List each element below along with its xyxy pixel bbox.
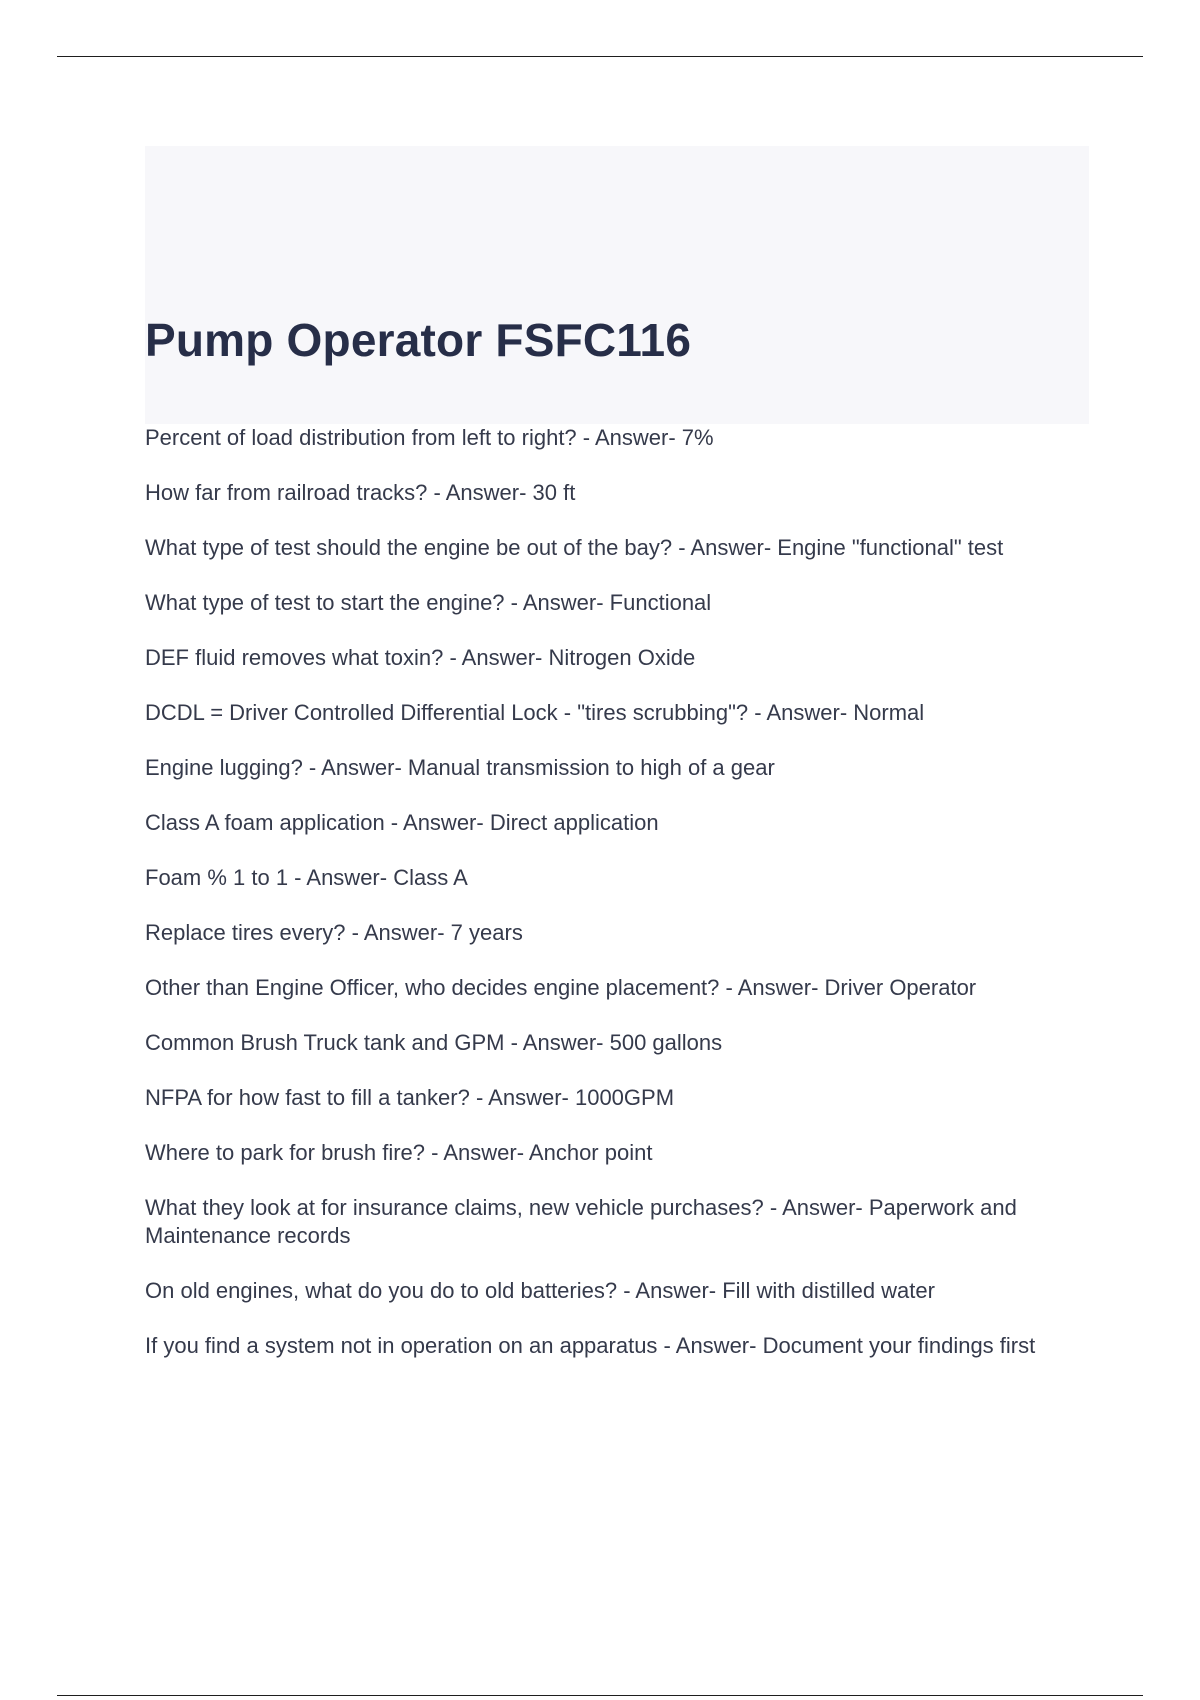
- qa-item-1: Percent of load distribution from left to right? - Answer- 7%: [145, 425, 714, 450]
- bottom-page-rule: [57, 1695, 1143, 1696]
- qa-item-5: DEF fluid removes what toxin? - Answer- Nitrogen Oxide: [145, 645, 696, 670]
- qa-item-7: Engine lugging? - Answer- Manual transmission to high of a gear: [145, 755, 775, 780]
- qa-item-4: What type of test to start the engine? - Answer- Functional: [145, 590, 712, 615]
- qa-item-3: What type of test should the engine be out of the bay? - Answer- Engine "functional" test: [145, 535, 1004, 560]
- qa-item-2: How far from railroad tracks? - Answer- 30 ft: [145, 480, 576, 505]
- qa-item-17: If you find a system not in operation on an apparatus - Answer- Document your findings first: [145, 1333, 1036, 1358]
- title-banner: [145, 146, 1089, 424]
- qa-item-13: NFPA for how fast to fill a tanker? - Answer- 1000GPM: [145, 1085, 675, 1110]
- qa-item-6: DCDL = Driver Controlled Differential Lock - "tires scrubbing"? - Answer- Normal: [145, 700, 925, 725]
- qa-item-10: Replace tires every? - Answer- 7 years: [145, 920, 523, 945]
- document-title: Pump Operator FSFC116: [145, 314, 692, 366]
- qa-item-8: Class A foam application - Answer- Direct application: [145, 810, 659, 835]
- qa-item-9: Foam % 1 to 1 - Answer- Class A: [145, 865, 468, 890]
- question-answer-list: [145, 424, 1089, 1387]
- qa-item-15: What they look at for insurance claims, new vehicle purchases? - Answer- Paperwork and Maintenance records: [145, 1195, 1017, 1248]
- qa-item-16: On old engines, what do you do to old batteries? - Answer- Fill with distilled water: [145, 1278, 935, 1303]
- qa-item-11: Other than Engine Officer, who decides engine placement? - Answer- Driver Operator: [145, 975, 977, 1000]
- qa-item-14: Where to park for brush fire? - Answer- Anchor point: [145, 1140, 653, 1165]
- qa-item-12: Common Brush Truck tank and GPM - Answer- 500 gallons: [145, 1030, 723, 1055]
- top-page-rule: [57, 56, 1143, 57]
